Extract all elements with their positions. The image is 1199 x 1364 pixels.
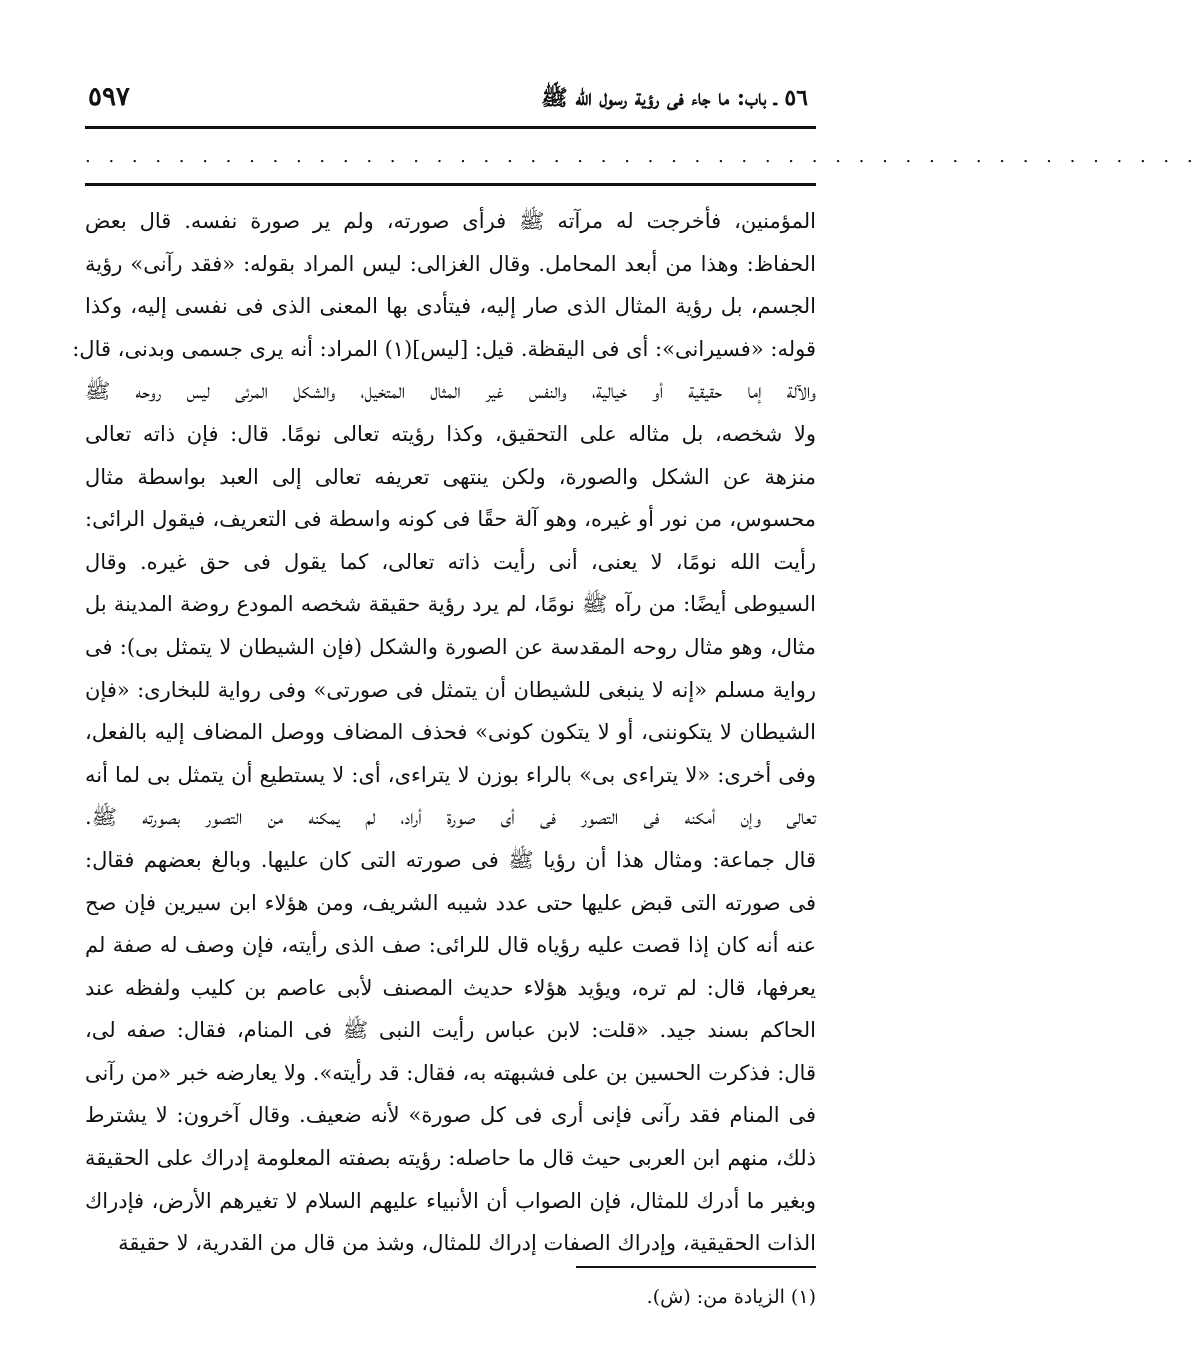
body-line: والآلة إما حقيقية أو خيالية، والنفس غير المثال المتخيل، والشكل المرئى ليس روحه ﷺ bbox=[85, 379, 816, 404]
body-line: ولا شخصه، بل مثاله على التحقيق، وكذا رؤيته تعالى نومًا. قال: فإن ذاته تعالى bbox=[85, 421, 816, 446]
body-line: وفى أخرى: «لا يتراءى بى» بالراء بوزن لا يتراءى، أى: لا يستطيع أن يتمثل بى لما أنه bbox=[85, 762, 816, 787]
body-line: الذات الحقيقية، وإدراك الصفات إدراك للمثال، وشذ من قال من القدرية، لا حقيقة bbox=[118, 1231, 816, 1256]
body-line: الجسم، بل رؤية المثال الذى صار إليه، فيتأدى بها المعنى الذى فى نفسى إليه، وكذا bbox=[85, 294, 816, 319]
body-line: منزهة عن الشكل والصورة، ولكن ينتهى تعريفه تعالى إلى العبد بواسطة مثال bbox=[85, 464, 816, 489]
body-line: الشيطان لا يتكوننى، أو لا يتكون كونى» فحذف المضاف ووصل المضاف إليه بالفعل، bbox=[85, 720, 816, 745]
body-line: ذلك، منهم ابن العربى حيث قال ما حاصله: رؤيته بصفته المعلومة إدراك على الحقيقة bbox=[85, 1146, 816, 1171]
page-header bbox=[88, 80, 808, 120]
body-line: قوله: «فسيرانى»: أى فى اليقظة. قيل: [ليس](١) المراد: أنه يرى جسمى وبدنى، قال: bbox=[72, 336, 816, 361]
body-text bbox=[72, 200, 816, 1265]
body-line: فى المنام فقد رآنى فإنى أرى فى كل صورة» لأنه ضعيف. وقال آخرون: لا يشترط bbox=[85, 1103, 816, 1128]
footnote: (١) الزيادة من: (ش). bbox=[646, 1286, 816, 1308]
header-rule bbox=[85, 126, 816, 129]
body-line: الحاكم بسند جيد. «قلت: لابن عباس رأيت النبى ﷺ فى المنام، فقال: صفه لى، bbox=[85, 1018, 816, 1043]
dotted-separator: . . . . . . . . . . . . . . . . . . . . . . . . . . . . . . . . . . . . . . . . . . . . . . . . bbox=[85, 146, 1199, 167]
body-line: محسوس، من نور أو غيره، وهو آلة حقًا فى كونه واسطة فى التعريف، فيقول الرائى: bbox=[85, 507, 816, 532]
body-line: وبغير ما أدرك للمثال، فإن الصواب أن الأنبياء عليهم السلام لا تغيرهم الأرض، فإدراك bbox=[85, 1188, 816, 1213]
body-line: رواية مسلم «إنه لا ينبغى للشيطان أن يتمثل فى صورتى» وفى رواية للبخارى: «فإن bbox=[85, 677, 816, 702]
body-line: يعرفها، قال: لم تره، ويؤيد هؤلاء حديث المصنف لأبى عاصم بن كليب ولفظه عند bbox=[85, 975, 816, 1000]
body-line: السيوطى أيضًا: من رآه ﷺ نومًا، لم يرد رؤية حقيقة شخصه المودع روضة المدينة بل bbox=[85, 592, 816, 617]
body-line: عنه أنه كان إذا قصت عليه رؤياه قال للرائى: صف الذى رأيته، فإن وصف له صفة لم bbox=[85, 933, 816, 958]
body-line: مثال، وهو مثال روحه المقدسة عن الصورة والشكل (فإن الشيطان لا يتمثل بى): فى bbox=[85, 634, 816, 659]
body-line: الحفاظ: وهذا من أبعد المحامل. وقال الغزالى: ليس المراد بقوله: «فقد رآنى» رؤية bbox=[85, 251, 816, 276]
body-line: المؤمنين، فأخرجت له مرآته ﷺ فرأى صورته، ولم ير صورة نفسه. قال بعض bbox=[85, 209, 816, 233]
section-rule bbox=[85, 183, 816, 186]
body-line: قال جماعة: ومثال هذا أن رؤيا ﷺ فى صورته التى كان عليها. وبالغ بعضهم فقال: bbox=[85, 847, 816, 872]
body-line: رأيت الله نومًا، لا يعنى، أنى رأيت ذاته تعالى، كما يقول فى حق غيره. وقال bbox=[85, 549, 816, 574]
body-line: فى صورته التى قبض عليها حتى عدد شيبه الشريف، ومن هؤلاء ابن سيرين فإن صح bbox=[85, 890, 816, 915]
body-line: تعالى وإن أمكنه فى التصور فى أى صورة أراد، لم يمكنه من التصور بصورته ﷺ. bbox=[85, 805, 816, 830]
footnote-rule bbox=[576, 1266, 816, 1268]
page-number: ٥٩٧ bbox=[88, 82, 130, 112]
running-title: ٥٦ ـ باب: ما جاء فى رؤية رسول الله ﷺ bbox=[541, 85, 808, 111]
body-line: قال: فذكرت الحسين بن على فشبهته به، فقال: قد رأيته». ولا يعارضه خبر «من رآنى bbox=[85, 1060, 816, 1085]
